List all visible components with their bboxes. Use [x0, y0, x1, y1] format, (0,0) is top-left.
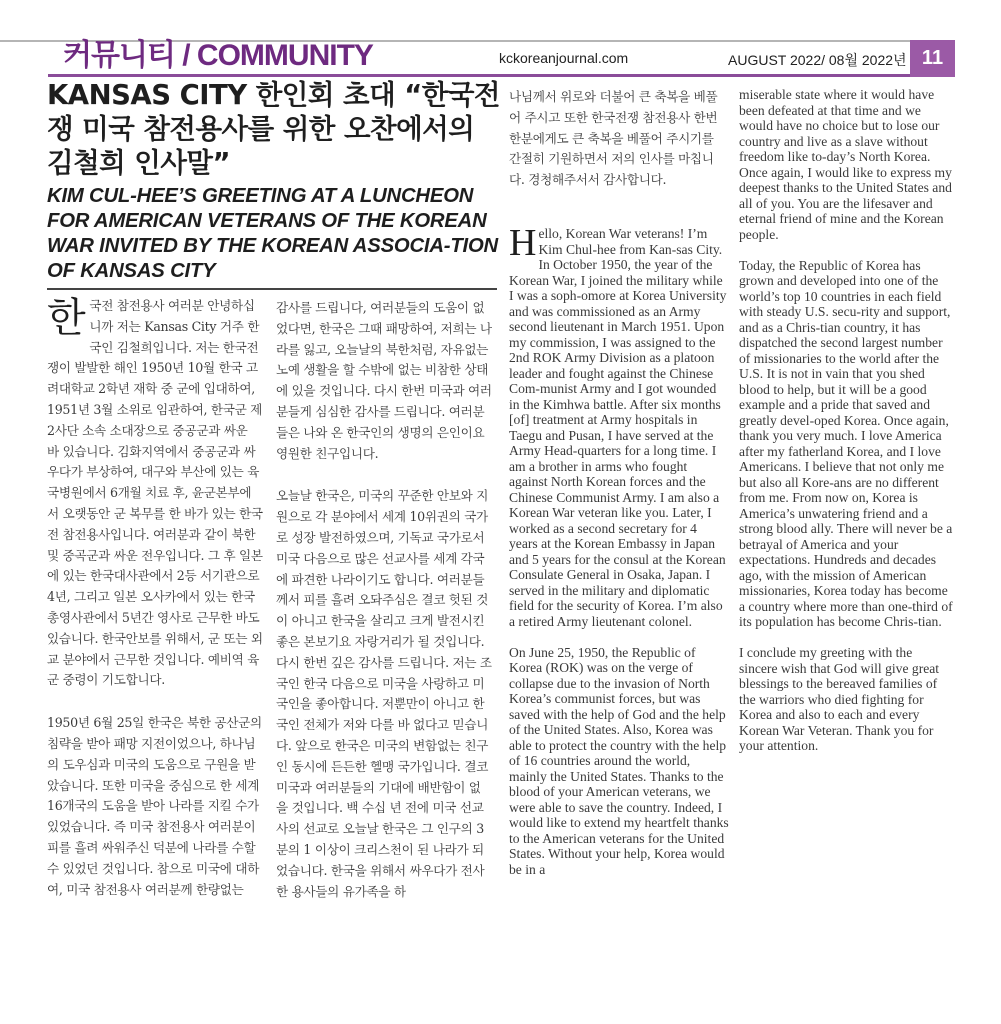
english-column-1	[509, 222, 729, 893]
english-paragraph-5: I conclude my greeting with the sincere wish that God will give great blessings to the bereaved families of the warriors who died fighting for Korea and also to each and every Korean War Veteran. Thank you for your attention.	[739, 645, 940, 753]
english-paragraph-4: Today, the Republic of Korea has grown and developed into one of the world’s top 10 countries in each field with steady U.S. secu-rity and support, and as a Chris-tian country, it has dispatched the second largest number of missionaries to the world after the U.S. It is not in vain that you shed blood to help, but it will be a good example and a pride that saved and greatly devel-oped Korea. Once again, thank you very much. I love America after my fatherland Korea, and I love Americans. I believe that not only me but also all Kore-ans are no different from me. From now on, Korea is America’s unwatering friend and a strong blood ally. There will never be a betrayal of America and your expectations. Hundreds and decades ago, with the mission of American missionaries, Korea today has become a country where more than one-third of its population has become Chris-tian.	[739, 257, 953, 629]
korean-paragraph-1-text: 국전 참전용사 여러분 안녕하십니까 저는 Kansas City 거주 한국인 김철희입니다. 저는 한국전쟁이 발발한 해인 1950년 10월 한국 고려대학교 2학년 재학 중 군에 입대하여, 1951년 3월 소위로 임관하여, 한국군 제2사단 소속 소대장으로 중공군과 싸운 바 있습니다. 김화지역에서 중공군과 싸우다가 부상하여, 대구와 부산에 있는 육국병원에서 6개월 치료 후, 윤군본부에서 오랫동안 군 복무를 한 바가 있는 한국전 참전용사입니다. 여러분과 같이 북한 및 중곡군과 싸운 전우입니다. 그 후 일본에 있는 한국대사관에서 2등 서기관으로 4년, 그리고 일본 오사카에서 있는 한국 총영사관에서 5년간 영사로 근무한 바도 있습니다. 한국안보를 위해서, 군 또는 외교 분야에서 근무한 것입니다. 예비역 육군 중령이 기도합니다.	[47, 298, 263, 688]
english-paragraph-1	[509, 222, 729, 629]
drop-cap-english: H	[509, 222, 537, 264]
korean-paragraph-4: 오늘날 한국은, 미국의 꾸준한 안보와 지원으로 각 분야에서 세계 10위권의 국가로 성장 발전하였으며, 기독교 국가로서 미국 다음으로 많은 선교사를 세계 각국에 파견한 나라이기도 합니다. 여러분들께서 피를 흘려 오돠주심은 결코 헛된 것이 아니고 한국을 살리고 크게 발전시킨 좋은 본보기요 자랑거리가 될 것입니다. 다시 한번 깊은 감사를 드립니다. 저는 조국인 한국 다음으로 미국을 사랑하고 미국인을 좋아합니다. 저뿐만이 아니고 한국인 전체가 저와 다를 바 없다고 믿습니다. 앞으로 한국은 미국의 변함없는 친구인 동시에 든든한 헬맹 국가입니다. 결코 미국과 여러분들의 기대에 배반함이 없을 것입니다. 백 수십 년 전에 미국 선교사의 선교로 오늘날 한국은 그 인구의 3분의 1 이상이 크리스천이 된 나라가 되었습니다. 한국을 위해서 싸우다가 전사한 용사들의 유가족을 하	[276, 488, 492, 899]
header-rule	[48, 74, 910, 77]
korean-paragraph-3: 감사를 드립니다, 여러분들의 도움이 없었다면, 한국은 그때 패망하여, 저희는 나라를 잃고, 오늘날의 북한처럼, 자유없는 노예 생활을 할 수밖에 없는 비참한 상태에 있을 것입니다. 다시 한번 미국과 여러분들게 심심한 감사를 드립니다. 여러분들은 나와 온 한국인의 생명의 은인이요 영원한 친구입니다.	[276, 300, 492, 461]
korean-column-1	[47, 296, 263, 922]
korean-paragraph-2: 1950년 6월 25일 한국은 북한 공산군의 침략을 받아 패망 지전이었으나, 하나님의 도우심과 미국의 도움으로 구원을 받았습니다. 또한 미국을 중심으로 한 세계 16개국의 도움을 받아 나라를 지킬 수가 있었습니다. 즉 미국 참전용사 여러분이 피를 흘려 싸워주신 덕분에 나라를 수할 수 있었던 것입니다. 참으로 미국에 대하여, 미국 참전용사 여러분께 한량없는	[47, 715, 262, 897]
website-url[interactable]: kckoreanjournal.com	[499, 50, 629, 66]
english-paragraph-2: On June 25, 1950, the Republic of Korea (ROK) was on the verge of collapse due to the invasion of North Korea’s communist forces, but was saved with the help of God and the help of the United States. Also, Korea was able to protect the country with the help of 16 countries around the world, mainly the United States. Thanks to the blood of your American veterans, we were able to save the country. Indeed, I would like to extend my heartfelt thanks to the American veterans for the United States. Without your help, Korea would be in a	[509, 644, 729, 877]
korean-column-3	[509, 87, 729, 213]
drop-cap-korean: 한	[47, 295, 86, 341]
issue-date: AUGUST 2022/ 08월 2022년	[728, 52, 907, 68]
headline-english: KIM CUL-HEE’S GREETING AT A LUNCHEON FOR AMERICAN VETERANS OF THE KOREAN WAR INVITED BY THE KOREAN ASSOCIA-TION OF KANSAS CITY	[47, 185, 499, 282]
korean-paragraph-5: 나님께서 위로와 더불어 큰 축복을 베풀어 주시고 또한 한국전쟁 참전용사 한번 한분에게도 큰 축복을 베풀어 주시기를 간절히 기원하면서 저의 인사를 마칩니다. 경청해주서서 감사합니다.	[509, 89, 718, 188]
headline-korean: KANSAS CITY 한인회 초대 “한국전쟁 미국 참전용사를 위한 오찬에서의 김철희 인사말”	[47, 79, 500, 179]
headline-rule	[47, 288, 497, 290]
korean-column-2	[276, 298, 492, 924]
english-column-2	[739, 87, 954, 769]
english-paragraph-1-text: ello, Korean War veterans! I’m Kim Chul-hee from Kan-sas City. In October 1950, the year of the Korean War, I joined the military while I was a soph-omore at Korea University and was commissioned as an Army second lieutenant in March 1951. Upon my commission, I was assigned to the 2nd ROK Army Division as a platoon leader and fought against the Chinese Com-munist Army and I got wounded in the Kimhwa battle. After six months [of] treatment at Army hospitals in Taegu and Pusan, I have served at the Army Head-quarters for a long time. I am a brother in arms who fought against North Korean forces and the Chinese Communist Army. I am also a Korean War veteran like you. Later, I worked as a second secretary for 4 years at the Korean Embassy in Japan and 5 years for the consul at the Korean Consulate General in Osaka, Japan. I served in the military and diplomatic field for the security of Korea. I’m also a retired Army lieutenant colonel.	[509, 226, 727, 629]
korean-paragraph-1	[47, 296, 263, 691]
english-paragraph-3: miserable state where it would have been defeated at that time and we would have no choice but to lose our country and live as a slave without freedom like to-day’s North Korea. Once again, I would like to express my deepest thanks to the United States and all of you. You are the lifesaver and eternal friend of mine and the Korean people.	[739, 87, 952, 242]
page-number: 11	[910, 40, 955, 77]
section-title: 커뮤니티 / COMMUNITY	[63, 39, 373, 72]
